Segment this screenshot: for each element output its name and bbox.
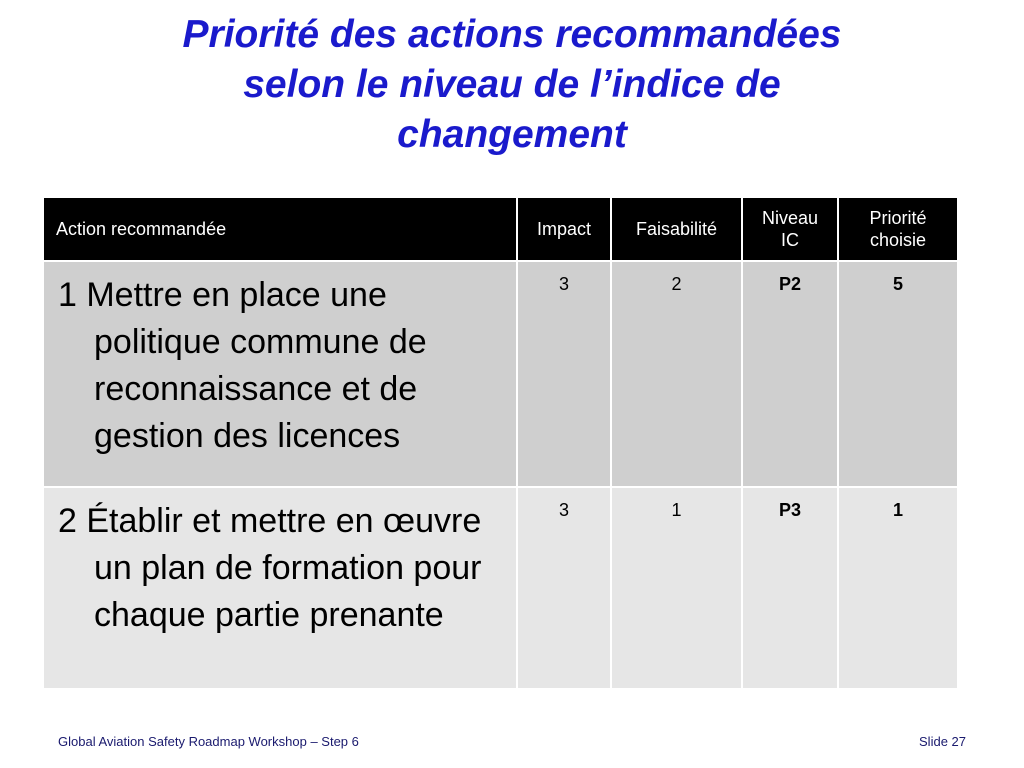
header-impact: Impact <box>517 197 611 261</box>
header-niveau-ic <box>742 197 838 261</box>
footer-slide-number: Slide 27 <box>919 734 966 749</box>
niveau-ic-cell: P2 <box>742 261 838 487</box>
header-niveau-line-2: IC <box>781 230 799 250</box>
faisabilite-cell: 1 <box>611 487 742 689</box>
header-priorite-line-1: Priorité <box>869 208 927 228</box>
niveau-ic-cell: P3 <box>742 487 838 689</box>
action-text: 2 Établir et mettre en œuvre un plan de formation pour chaque partie prenante <box>58 502 482 634</box>
slide-title <box>40 10 984 160</box>
footer-workshop-label: Global Aviation Safety Roadmap Workshop – Step 6 <box>58 734 359 749</box>
header-priorite-line-2: choisie <box>869 230 927 250</box>
action-cell <box>43 261 517 487</box>
action-cell <box>43 487 517 689</box>
impact-cell: 3 <box>517 487 611 689</box>
header-niveau-line-1: Niveau <box>761 208 819 228</box>
action-text: 1 Mettre en place une politique commune de reconnaissance et de gestion des licences <box>58 276 427 455</box>
table-row <box>43 261 958 487</box>
table-row <box>43 487 958 689</box>
header-faisabilite: Faisabilité <box>611 197 742 261</box>
table-header-row <box>43 197 958 261</box>
slide-title-line-1: Priorité des actions recommandées <box>182 13 842 56</box>
faisabilite-cell: 2 <box>611 261 742 487</box>
priorite-cell: 1 <box>838 487 958 689</box>
header-priorite-choisie <box>838 197 958 261</box>
slide-title-line-3: changement <box>397 113 627 156</box>
priorite-cell: 5 <box>838 261 958 487</box>
slide-title-line-2: selon le niveau de l’indice de <box>243 63 781 106</box>
impact-cell: 3 <box>517 261 611 487</box>
actions-table <box>42 196 959 690</box>
header-action: Action recommandée <box>43 197 517 261</box>
